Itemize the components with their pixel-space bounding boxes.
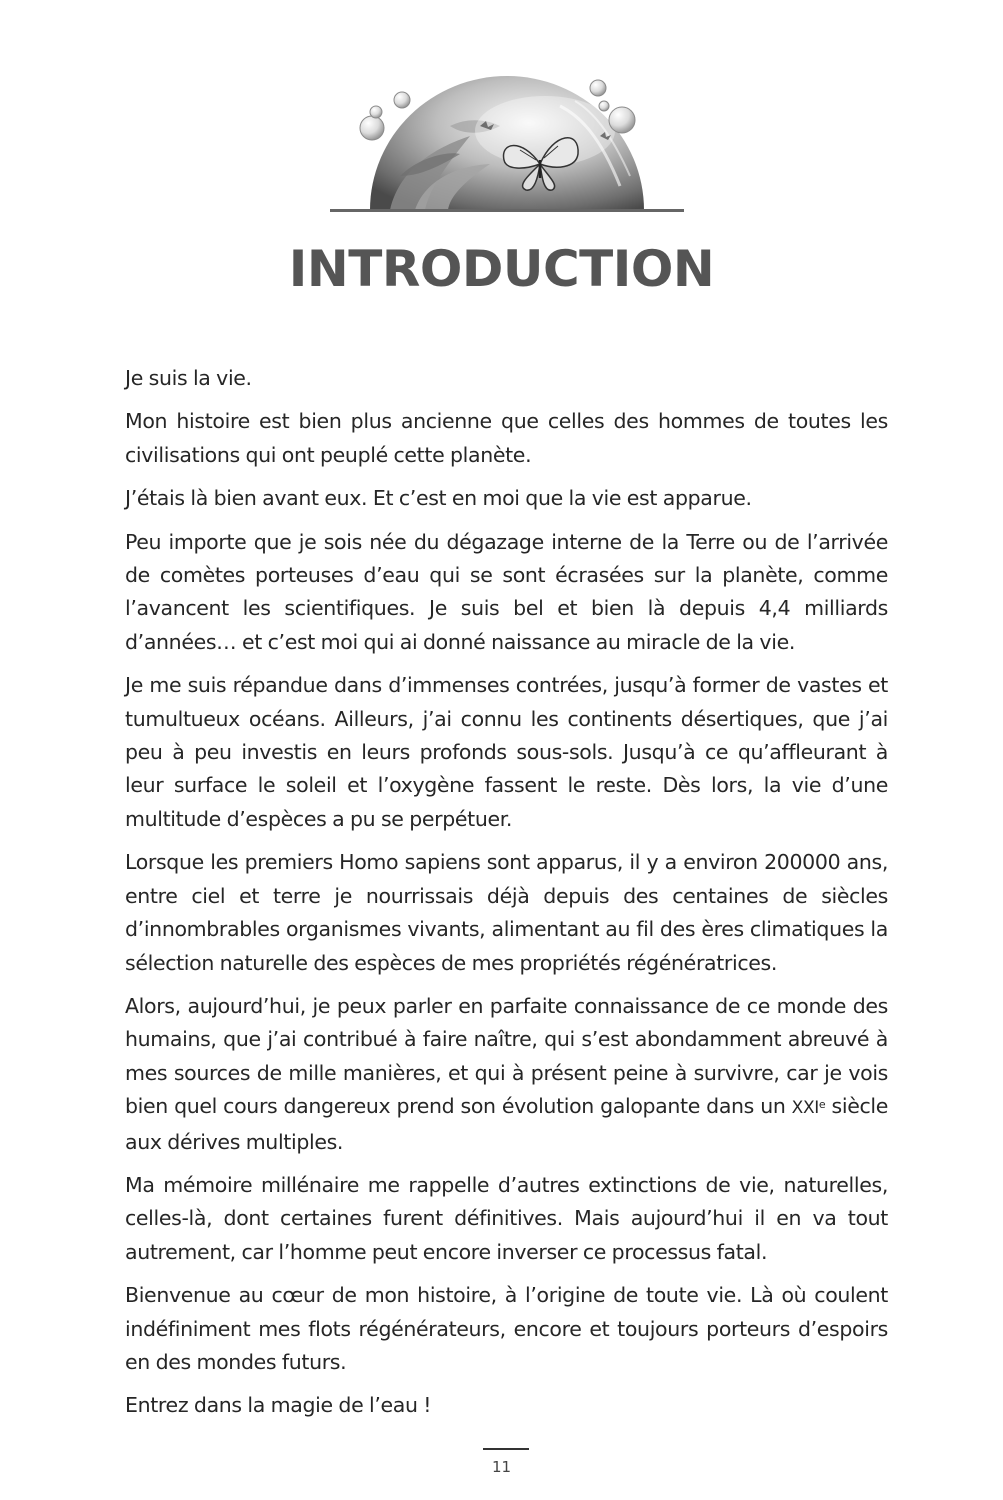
paragraph: Je me suis répandue dans d’immenses contrées, jusqu’à former de vastes et tumultueux océans. Ailleurs, j’ai connu les continents désertiques, que j’ai peu à peu investis en leurs profonds sous-sols. Jusqu’à ce qu’affleurant à leur surface le soleil et l’oxygène fassent le reste. Dès lors, la vie d’une multitude d’espèces a pu se perpétuer. [125,673,888,831]
folio-rule [483,1448,529,1450]
paragraph-text-after: siècle aux dérives multiples. [125,1094,888,1154]
paragraph: Ma mémoire millénaire me rappelle d’autres extinctions de vie, naturelles, celles-là, dont certaines furent définitives. Mais aujourd’hui il en va tout autrement, car l’homme peut encore inverser ce processus fatal. [125,1172,888,1264]
paragraph: Lorsque les premiers Homo sapiens sont apparus, il y a environ 200000 ans, entre ciel et terre je nourrissais déjà depuis des centaines de siècles d’innombrables organismes vivants, alimentant au fil des ères climatiques la sélection naturelle des espèces de mes propriétés régénératrices. [125,850,888,975]
paragraph: Peu importe que je sois née du dégazage interne de la Terre ou de l’arrivée de comètes porteuses d’eau qui se sont écrasées sur la planète, comme l’avancent les scientifiques. Je suis bel et bien là depuis 4,4 milliards d’années… et c’est moi qui ai donné naissance au miracle de la vie. [125,529,888,654]
century-numeral: XXI [791,1098,819,1119]
paragraph: Entrez dans la magie de l’eau ! [125,1393,432,1418]
century-superscript: e [818,1098,826,1112]
page-number: 11 [491,1458,512,1476]
paragraph: Je suis la vie. [125,366,252,390]
chapter-title: INTRODUCTION [288,240,715,298]
globe-butterfly-emblem [330,76,684,216]
body-text [125,362,888,1423]
paragraph: J’étais là bien avant eux. Et c’est en moi que la vie est apparue. [125,486,752,511]
paragraph: Mon histoire est bien plus ancienne que celles des hommes de toutes les civilisations qui ont peuplé cette planète. [125,409,888,467]
paragraph-century [125,990,888,1159]
paragraph: Bienvenue au cœur de mon histoire, à l’origine de toute vie. Là où coulent indéfiniment mes flots régénérateurs, encore et toujours porteurs d’espoirs en des mondes futurs. [125,1283,888,1374]
paragraph-text-before: Alors, aujourd’hui, je peux parler en parfaite connaissance de ce monde des humains, que j’ai contribué à faire naître, qui s’est abondamment abreuvé à mes sources de mille manières, et qui à présent peine à survivre, car je vois bien quel cours dangereux prend son évolution galopante dans un [125,993,888,1119]
